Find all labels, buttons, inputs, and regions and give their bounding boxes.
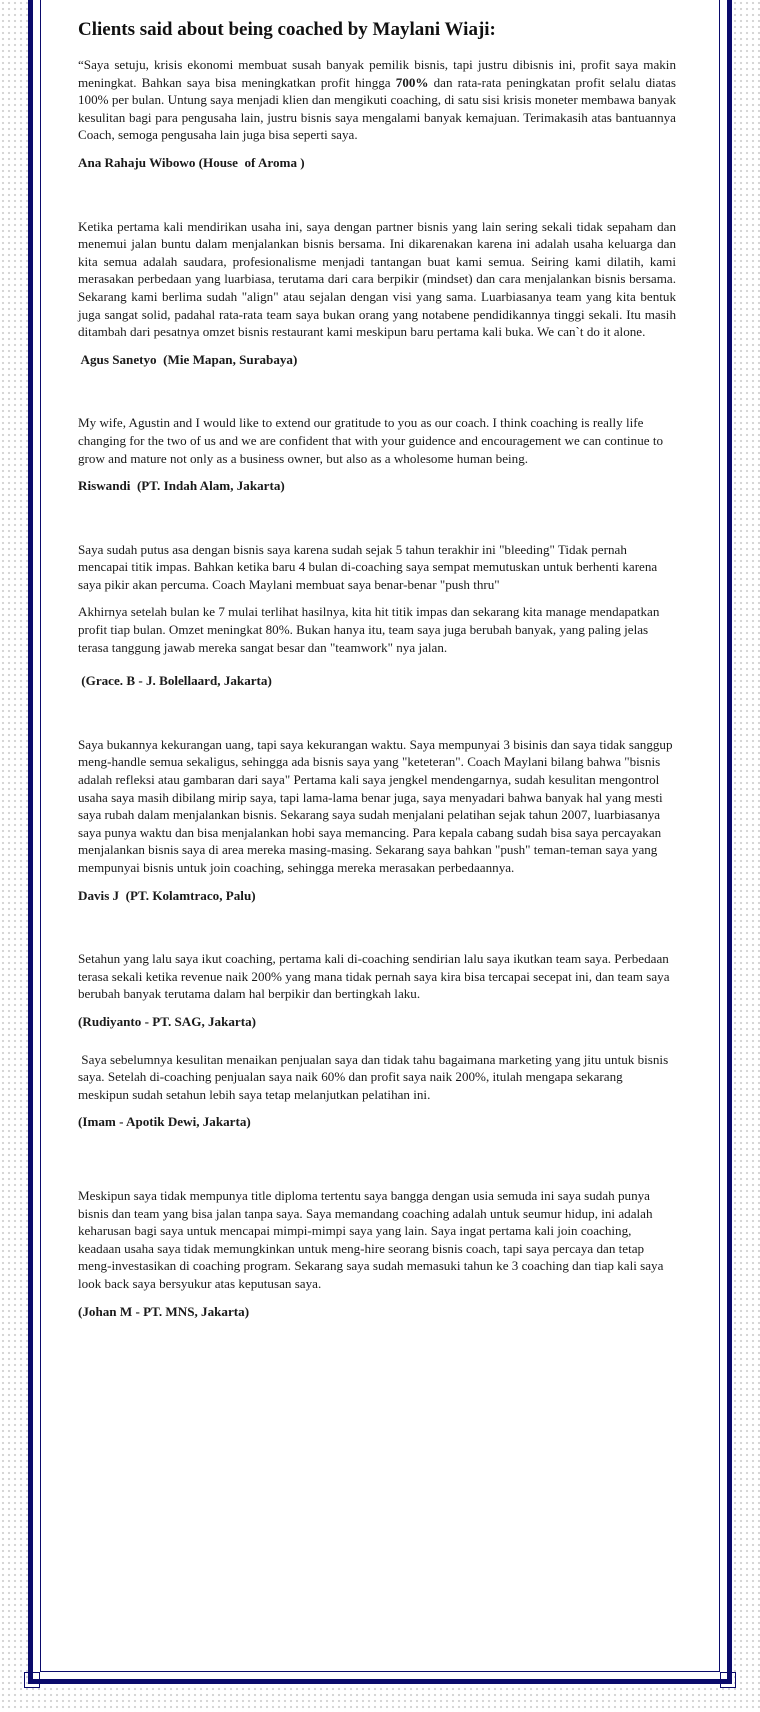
spacer: [78, 593, 676, 603]
testimonial-author: Davis J (PT. Kolamtraco, Palu): [78, 887, 256, 903]
page-title: Clients said about being coached by Maylani Wiaji:: [78, 19, 496, 40]
testimonial-author: (Rudiyanto - PT. SAG, Jakarta): [78, 1013, 256, 1029]
spacer: [78, 1031, 676, 1051]
spacer: [78, 368, 676, 414]
testimonial-text: Saya sebelumnya kesulitan menaikan penjualan saya dan tidak tahu bagaimana marketing yang jitu untuk bisnis saya. Setelah di-coaching penjualan saya naik 60% dan profit saya naik 200%, itulah mengapa sekarang meskipun sudah setahun lebih saya tetap melanjutkan pelatihan ini.: [78, 1051, 672, 1102]
spacer: [78, 1131, 676, 1187]
testimonial-text: My wife, Agustin and I would like to extend our gratitude to you as our coach. I think coaching is really life changing for the two of us and we are confident that with your guidence and encouragement we can continue to grow and mature not only as a business owner, but also as a wholesome human being.: [78, 415, 664, 466]
testimonial-text: Ketika pertama kali mendirikan usaha ini, saya dengan partner bisnis yang lain sering sekali tidak sepaham dan menemui jalan buntu dalam menjalankan bisnis bersama. Ini dikarenakan karena ini adalah usaha keluarga dan kita semua adalah saudara, profesionalisme menjadi tantangan buat kami semua. Seiring kami dilatih, kami merasakan perbedaan yang luarbiasa, terutama dari cara berpikir (mindset) dan cara menjalankan bisnis bersama. Sekarang kami berlima sudah "align" atau sejalan dengan visi yang sama. Luarbiasanya team yang kita bentuk juga sangat solid, padahal rata-rata team saya bukan orang yang notabene pendidikannya tinggi sekali. Itu masih ditambah dari pesatnya omzet bisnis restaurant kami meskipun baru pertama kali buka. We can`t do it alone.: [78, 218, 676, 340]
testimonial-author: (Imam - Apotik Dewi, Jakarta): [78, 1114, 251, 1130]
testimonial-author: Ana Rahaju Wibowo (House of Aroma ): [78, 154, 305, 170]
testimonial-author: Agus Sanetyo (Mie Mapan, Surabaya): [78, 351, 298, 367]
frame-corner-ornament-right: [720, 1672, 736, 1688]
spacer: [78, 904, 676, 950]
spacer: [78, 495, 676, 541]
testimonial-text-part: “Saya setuju, krisis ekonomi membuat susah banyak pemilik bisnis, tapi justru dibisnis ini, profit saya makin meningkat. Bahkan saya bisa meningkatkan profit hingga: [78, 57, 676, 90]
testimonial-text: Saya bukannya kekurangan uang, tapi saya kekurangan waktu. Saya mempunyai 3 bisinis dan saya tidak sanggup meng-handle semua sekaligus, sehingga ada bisnis saya yang "keteteran". Coach Maylani bilang bahwa "bisnis adalah refleksi atau gambaran dari saya" Pertama kali saya jengkel mendengarnya, sudah kesulitan mengontrol usaha saya masih dibilang mirip saya, tapi lama-lama benar juga, saya menyadari bahwa banyak hal yang mesti saya rubah dalam menjalankan bisnis. Sekarang saya sudah menjalani pelatihan sejak tahun 2007, luarbiasanya saya punya waktu dan bisa menjalankan hobi saya memancing. Para kepala cabang sudah bisa saya percayakan menjalankan bisnis saya di area mereka masing-masing. Sekarang saya bahkan "push" teman-teman saya yang mempunyai bisnis untuk join coaching, sehingga mereka merasakan perbedaannya.: [78, 736, 673, 875]
testimonial-text-part: dan rata-rata peningkatan profit selalu diatas 100% per bulan. Untung saya menjadi klien dan mengikuti coaching, di satu sisi krisis moneter membawa banyak kesulitan bagi para pengusaha lain, justru bisnis saya mengalami banyak kemajuan. Terimakasih atas bantuannya Coach, semoga pengusaha lain juga bisa seperti saya.: [78, 74, 676, 143]
spacer: [78, 690, 676, 736]
testimonial-text: Saya sudah putus asa dengan bisnis saya karena sudah sejak 5 tahun terakhir ini "bleeding" Tidak pernah mencapai titik impas. Bahkan ketika baru 4 bulan di-coaching saya sempat memutuskan untuk berhenti karena saya pikir akan percuma. Coach Maylani membuat saya benar-benar "push thru": [78, 541, 658, 592]
testimonials-content: [78, 18, 676, 1320]
testimonial-highlight: 700%: [395, 74, 429, 90]
testimonial-text: Meskipun saya tidak mempunya title diploma tertentu saya bangga dengan usia semuda ini saya sudah punya bisnis dan team yang bisa jalan tanpa saya. Saya memandang coaching adalah untuk seumur hidup, ini adalah keharusan bagi saya untuk mencapai mimpi-mimpi saya yang lain. Saya ingat pertama kali join coaching, keadaan usaha saya tidak memungkinkan untuk meng-hire seorang bisnis coach, tapi saya percaya dan tetap meng-investasikan di coaching program. Sekarang saya sudah memasuki tahun ke 3 coaching dan tiap kali saya look back saya bersyukur atas keputusan saya.: [78, 1187, 664, 1291]
testimonial-author: (Grace. B - J. Bolellaard, Jakarta): [78, 673, 272, 689]
testimonial-author: Riswandi (PT. Indah Alam, Jakarta): [78, 478, 285, 494]
testimonial-text: Setahun yang lalu saya ikut coaching, pertama kali di-coaching sendirian lalu saya ikutkan team saya. Perbedaan terasa sekali ketika revenue naik 200% yang mana tidak pernah saya kira bisa tercapai secepat ini, dan team saya berubah banyak terutama dalam hal berpikir dan bertingkah laku.: [78, 951, 670, 1002]
testimonial-text: [78, 56, 676, 144]
testimonial-text-continued: Akhirnya setelah bulan ke 7 mulai terlihat hasilnya, kita hit titik impas dan sekarang kita manage mendapatkan profit tiap bulan. Omzet meningkat 80%. Bukan hanya itu, team saya juga berubah banyak, yang paling jelas terasa tanggung jawab mereka sangat besar dan "teamwork" nya jalan.: [78, 604, 660, 655]
frame-corner-ornament-left: [24, 1672, 40, 1688]
spacer: [78, 172, 676, 218]
testimonial-author: (Johan M - PT. MNS, Jakarta): [78, 1303, 250, 1319]
